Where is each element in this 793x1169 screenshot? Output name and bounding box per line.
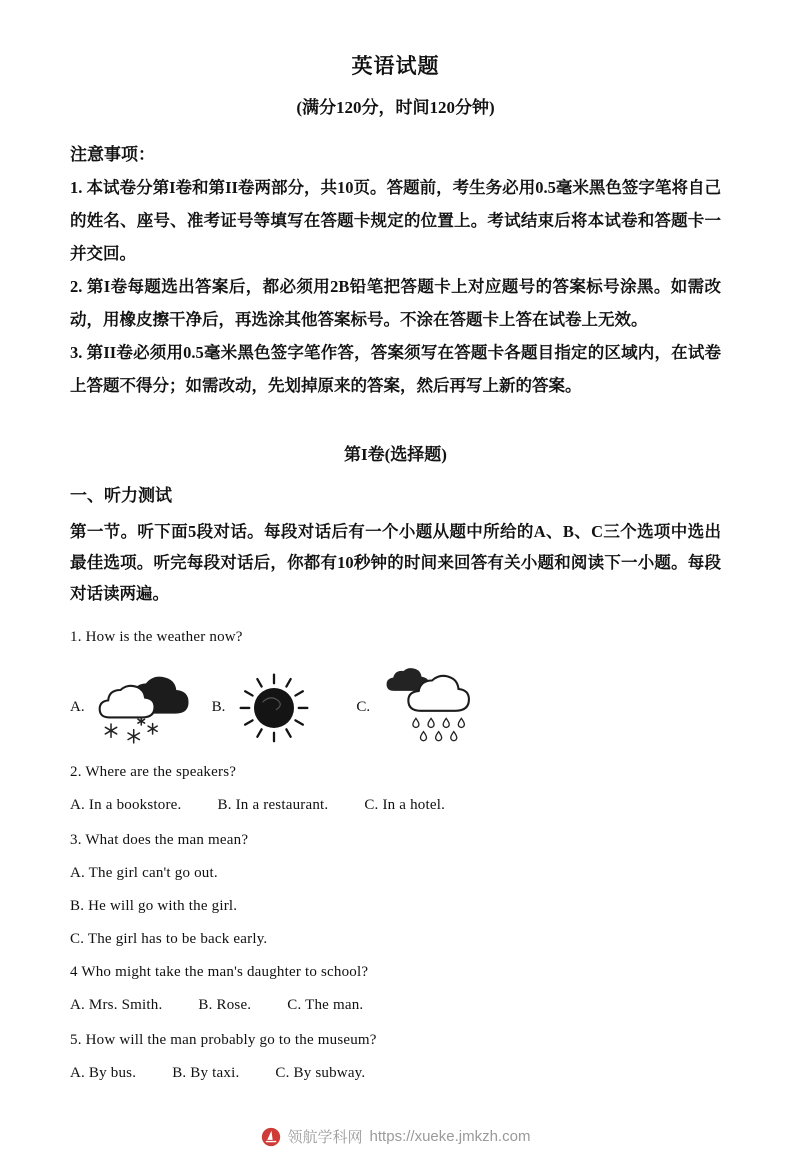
listening-section-title: 一、听力测试: [70, 486, 172, 505]
volume1-heading: 第I卷(选择题): [344, 445, 447, 464]
question-2-text: 2. Where are the speakers?: [70, 764, 237, 780]
sun-icon: [234, 664, 314, 750]
option-b: B. Rose.: [198, 997, 252, 1013]
question-5-text: 5. How will the man probably go to the museum?: [70, 1032, 377, 1048]
question-2-options: [70, 795, 721, 815]
notice-section: [70, 138, 721, 402]
question-5-options: [70, 1063, 721, 1083]
option-c: C. In a hotel.: [364, 797, 446, 813]
option-c-label: C.: [356, 698, 371, 715]
snow-cloud-icon: [94, 665, 198, 749]
option-c: C. By subway.: [275, 1065, 366, 1081]
option-c: C. The man.: [287, 997, 364, 1013]
question-3-text: 3. What does the man mean?: [70, 832, 249, 848]
option-b: B. By taxi.: [172, 1065, 240, 1081]
notice-heading: 注意事项：: [70, 145, 155, 164]
option-b: B. In a restaurant.: [217, 797, 329, 813]
footer-site-name: 领航学科网: [287, 1129, 363, 1146]
option-a: A. In a bookstore.: [70, 797, 182, 813]
rain-cloud-icon: [379, 667, 485, 747]
question-3-option-a: A. The girl can't go out.: [70, 865, 218, 881]
question-1-options: [70, 664, 721, 750]
option-a-label: A.: [70, 698, 85, 715]
question-3-option-c: C. The girl has to be back early.: [70, 931, 268, 947]
footer-url-link[interactable]: https://xueke.jmkzh.com: [369, 1128, 531, 1145]
question-4-text: 4 Who might take the man's daughter to school?: [70, 964, 369, 980]
question-4-options: [70, 995, 721, 1015]
sailboat-logo-icon: [261, 1127, 281, 1147]
option-b-label: B.: [211, 698, 226, 715]
question-3-option-b: B. He will go with the girl.: [70, 898, 238, 914]
listening-instructions: 第一节。听下面5段对话。每段对话后有一个小题从题中所给的A、B、C三个选项中选出最佳选项。听完每段对话后，你都有10秒钟的时间来回答有关小题和阅读下一小题。每段对话读两遍。: [70, 522, 721, 603]
question-1-text: 1. How is the weather now?: [70, 629, 243, 645]
footer-watermark: [70, 1098, 721, 1147]
option-a: A. Mrs. Smith.: [70, 997, 163, 1013]
option-a: A. By bus.: [70, 1065, 137, 1081]
notice-item-3: 3. 第II卷必须用0.5毫米黑色签字笔作答，答案须写在答题卡各题目指定的区域内，在试卷上答题不得分；如需改动，先划掉原来的答案，然后再写上新的答案。: [70, 343, 721, 395]
page-subtitle: (满分120分，时间120分钟): [296, 98, 495, 117]
page-title: 英语试题: [351, 54, 440, 78]
notice-item-2: 2. 第I卷每题选出答案后，都必须用2B铅笔把答题卡上对应题号的答案标号涂黑。如需改动，用橡皮擦干净后，再选涂其他答案标号。不涂在答题卡上答在试卷上无效。: [70, 277, 721, 329]
notice-item-1: 1. 本试卷分第I卷和第II卷两部分，共10页。答题前，考生务必用0.5毫米黑色签字笔将自己的姓名、座号、准考证号等填写在答题卡规定的位置上。考试结束后将本试卷和答题卡一并交回。: [70, 178, 721, 263]
